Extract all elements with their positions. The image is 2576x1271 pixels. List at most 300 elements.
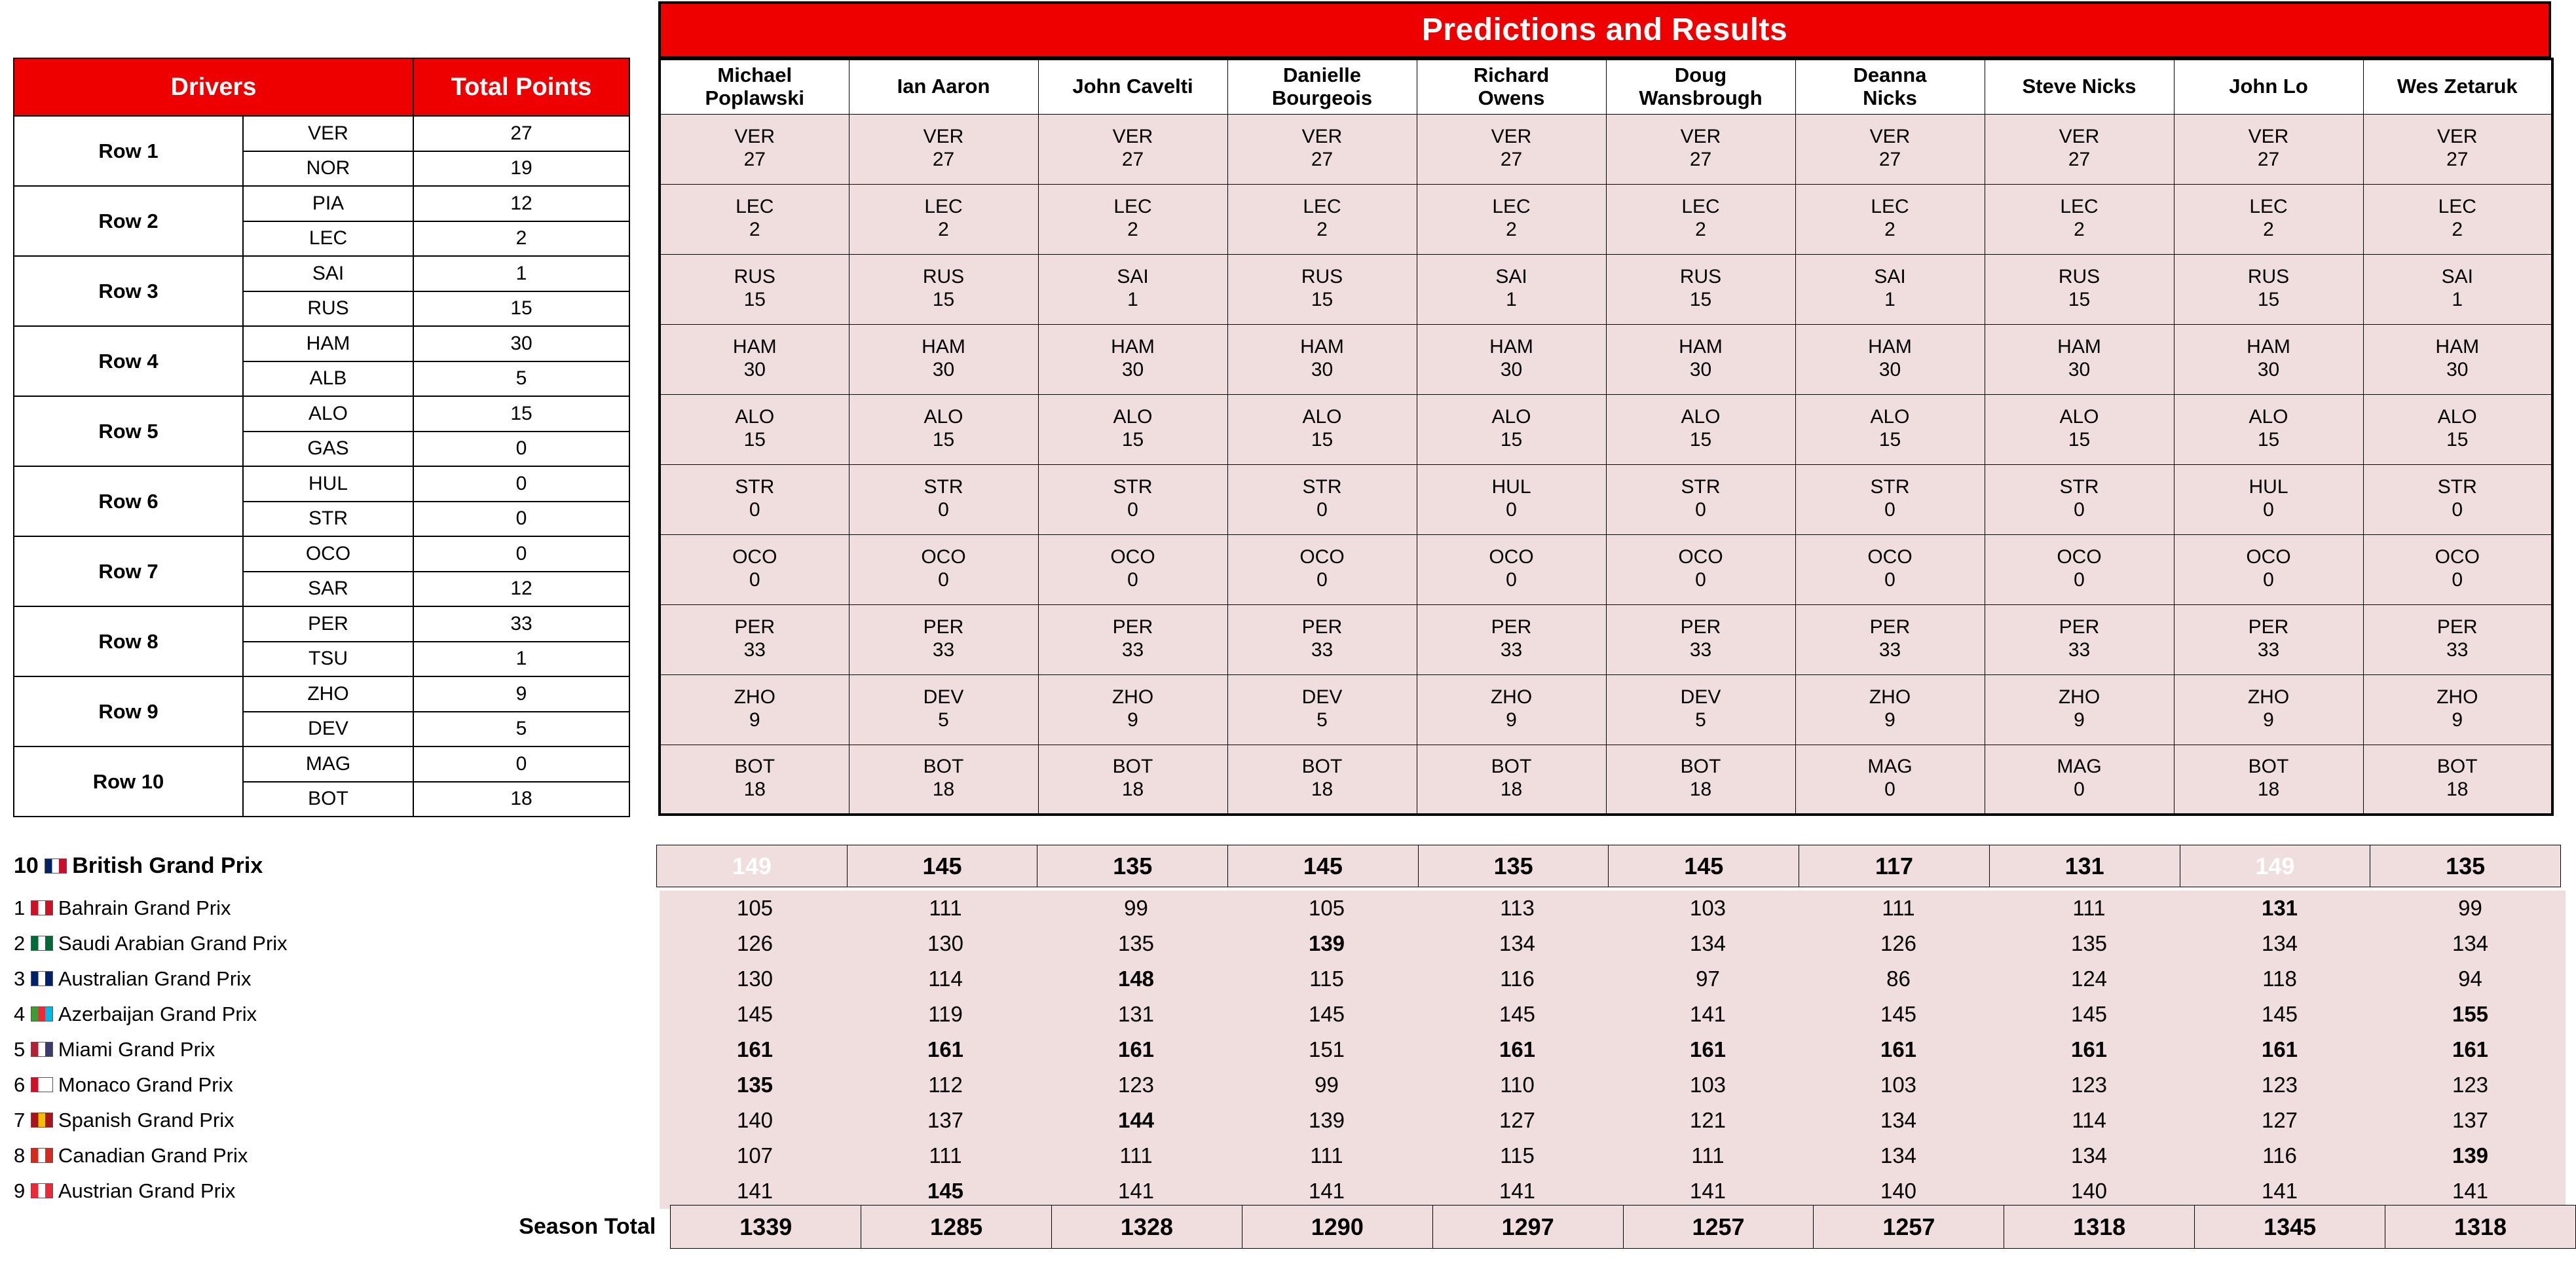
prediction-points: 15 (1878, 428, 1901, 451)
prediction-driver: OCO (2057, 546, 2102, 568)
past-race-score: 161 (1422, 1032, 1613, 1067)
prediction-driver: VER (1680, 126, 1721, 147)
prediction-cell (1227, 394, 1417, 464)
past-race-label (13, 961, 660, 997)
prediction-driver: LEC (736, 196, 774, 217)
race-name: British Grand Prix (72, 853, 263, 878)
prediction-points: 0 (2074, 778, 2085, 800)
prediction-driver: ALO (1113, 406, 1153, 428)
past-race-score: 137 (850, 1103, 1041, 1138)
prediction-points: 15 (2068, 288, 2091, 310)
past-race-score: 112 (850, 1067, 1041, 1103)
prediction-cell (1038, 674, 1227, 745)
prediction-cell (2363, 254, 2552, 324)
prediction-points: 15 (1311, 428, 1334, 451)
flag-icon (31, 936, 53, 951)
prediction-cell (849, 745, 1038, 815)
player-name-line1: John Cavelti (1072, 75, 1193, 98)
prediction-driver: BOT (1301, 756, 1343, 778)
season-total-value: 1318 (2004, 1206, 2195, 1249)
prediction-points: 15 (1311, 288, 1334, 310)
prediction-row-8 (660, 604, 2552, 674)
past-race-score: 130 (660, 961, 850, 997)
prediction-driver: PER (1112, 616, 1153, 638)
past-race-score: 141 (1422, 1173, 1613, 1209)
prediction-points: 18 (2446, 778, 2469, 800)
prediction-points: 0 (2452, 498, 2463, 521)
past-race-score: 97 (1613, 961, 1803, 997)
past-race-score: 134 (2375, 926, 2566, 961)
prediction-driver: OCO (1110, 546, 1155, 568)
prediction-cell (1795, 534, 1985, 604)
prediction-points: 30 (932, 358, 955, 380)
prediction-cell (2174, 394, 2363, 464)
prediction-driver: ZHO (1490, 686, 1533, 708)
past-race-score: 124 (1994, 961, 2184, 997)
prediction-driver: BOT (2436, 756, 2478, 778)
past-race-score: 118 (2184, 961, 2375, 997)
past-race-score: 141 (1041, 1173, 1231, 1209)
player-name-line2: Bourgeois (1271, 86, 1373, 109)
prediction-driver: ZHO (734, 686, 775, 708)
prediction-cell (849, 674, 1038, 745)
prediction-cell (2363, 184, 2552, 254)
past-race-score: 145 (1422, 997, 1613, 1032)
prediction-driver: ALO (2437, 406, 2477, 428)
past-race-score: 141 (1613, 1173, 1803, 1209)
prediction-cell (1417, 324, 1606, 394)
prediction-cell (1985, 674, 2174, 745)
past-race-score: 151 (1231, 1032, 1422, 1067)
prediction-points: 15 (1689, 288, 1712, 310)
past-race-score: 161 (2375, 1032, 2566, 1067)
race-name: Australian Grand Prix (58, 967, 252, 990)
prediction-points: 33 (1500, 638, 1523, 661)
past-race-score: 161 (1994, 1032, 2184, 1067)
prediction-cell (660, 534, 849, 604)
driver-row (14, 676, 629, 712)
driver-code: ALB (243, 361, 413, 397)
prediction-cell (1038, 534, 1227, 604)
past-race-label (13, 1032, 660, 1067)
prediction-row-5 (660, 394, 2552, 464)
prediction-driver: DEV (1680, 686, 1721, 708)
prediction-points: 15 (1121, 428, 1144, 451)
prediction-driver: RUS (734, 266, 775, 287)
driver-code: LEC (243, 221, 413, 257)
player-name-line2: Poplawski (705, 86, 805, 109)
prediction-points: 15 (2068, 428, 2091, 451)
season-total-value: 1318 (2385, 1206, 2576, 1249)
past-race-score: 121 (1613, 1103, 1803, 1138)
prediction-driver: LEC (2060, 196, 2099, 217)
player-name-line1: Doug (1674, 64, 1727, 87)
current-race-score: 145 (1609, 845, 1799, 887)
race-name: Monaco Grand Prix (58, 1073, 233, 1096)
past-race-score: 115 (1231, 961, 1422, 997)
prediction-cell (660, 184, 849, 254)
prediction-cell (1038, 114, 1227, 184)
prediction-driver: HAM (1111, 336, 1155, 358)
prediction-driver: PER (1869, 616, 1911, 638)
prediction-cell (2174, 464, 2363, 534)
prediction-driver: BOT (923, 756, 964, 778)
past-race-score: 140 (1994, 1173, 2184, 1209)
prediction-driver: MAG (1867, 756, 1913, 778)
past-race-score: 111 (850, 1138, 1041, 1173)
prediction-driver: BOT (1680, 756, 1721, 778)
player-name-line2: Wansbrough (1639, 86, 1763, 109)
driver-points: 12 (413, 572, 629, 607)
prediction-driver: VER (734, 126, 775, 147)
driver-points: 27 (413, 116, 629, 151)
race-name: Azerbaijan Grand Prix (58, 1003, 257, 1025)
player-name-line1: Deanna (1853, 64, 1927, 87)
past-race-score: 99 (1041, 891, 1231, 926)
past-race-score: 141 (660, 1173, 850, 1209)
current-race-score: 149 (657, 845, 848, 887)
past-race-label (13, 1173, 660, 1209)
current-race-score: 135 (2370, 845, 2561, 887)
current-race-score: 145 (1228, 845, 1419, 887)
driver-points: 30 (413, 326, 629, 361)
row-label-6: Row 6 (14, 466, 243, 536)
season-total-label: Season Total (519, 1214, 656, 1239)
driver-code: SAR (243, 572, 413, 607)
race-number: 7 (14, 1109, 26, 1132)
past-race-score: 145 (2184, 997, 2375, 1032)
prediction-cell (660, 394, 849, 464)
past-race-score: 131 (1041, 997, 1231, 1032)
prediction-points: 18 (1311, 778, 1334, 800)
prediction-cell (1417, 534, 1606, 604)
prediction-driver: LEC (1871, 196, 1909, 217)
past-race-score: 155 (2375, 997, 2566, 1032)
prediction-driver: RUS (1301, 266, 1343, 287)
past-race-score: 86 (1803, 961, 1994, 997)
prediction-points: 9 (2263, 709, 2274, 731)
past-race-score: 145 (1803, 997, 1994, 1032)
driver-row (14, 256, 629, 291)
row-label-2: Row 2 (14, 186, 243, 256)
player-name-line1: Danielle (1283, 64, 1361, 87)
prediction-points: 9 (2452, 709, 2463, 731)
past-race-score: 140 (660, 1103, 850, 1138)
past-race-row-1 (13, 891, 2566, 926)
prediction-cell (1985, 394, 2174, 464)
prediction-points: 30 (1500, 358, 1523, 380)
current-race-table (13, 845, 2561, 887)
past-race-row-6 (13, 1067, 2566, 1103)
prediction-cell (849, 324, 1038, 394)
driver-code: GAS (243, 432, 413, 467)
prediction-cell (849, 534, 1038, 604)
driver-points: 18 (413, 782, 629, 817)
prediction-cell (1417, 184, 1606, 254)
driver-points: 0 (413, 432, 629, 467)
season-total-value: 1290 (1242, 1206, 1432, 1249)
prediction-row-10 (660, 745, 2552, 815)
prediction-cell (1795, 604, 1985, 674)
season-total-value: 1285 (861, 1206, 1052, 1249)
driver-row (14, 116, 629, 151)
past-race-label (13, 1103, 660, 1138)
driver-code: ALO (243, 396, 413, 432)
driver-points: 1 (413, 256, 629, 291)
driver-code: HAM (243, 326, 413, 361)
current-race-label (13, 845, 657, 887)
driver-code: SAI (243, 256, 413, 291)
prediction-driver: DEV (923, 686, 964, 708)
past-race-score: 161 (660, 1032, 850, 1067)
season-total-value: 1339 (671, 1206, 861, 1249)
driver-code: BOT (243, 782, 413, 817)
past-race-score: 123 (2375, 1067, 2566, 1103)
driver-points: 12 (413, 186, 629, 221)
prediction-row-4 (660, 324, 2552, 394)
driver-row (14, 186, 629, 221)
prediction-points: 18 (2257, 778, 2280, 800)
race-number: 8 (14, 1144, 26, 1167)
prediction-driver: LEC (1492, 196, 1531, 217)
prediction-driver: STR (2437, 476, 2477, 498)
driver-points: 15 (413, 291, 629, 327)
prediction-points: 9 (1506, 709, 1517, 731)
prediction-points: 2 (1506, 218, 1517, 240)
prediction-points: 15 (1500, 428, 1523, 451)
current-race-score: 145 (847, 845, 1037, 887)
prediction-driver: STR (1870, 476, 1910, 498)
prediction-cell (1038, 394, 1227, 464)
prediction-driver: ZHO (2058, 686, 2100, 708)
prediction-cell (1795, 254, 1985, 324)
prediction-points: 0 (1695, 568, 1706, 591)
prediction-points: 1 (1884, 288, 1895, 310)
prediction-cell (660, 114, 849, 184)
past-race-score: 130 (850, 926, 1041, 961)
prediction-points: 0 (2074, 498, 2085, 521)
prediction-points: 30 (2068, 358, 2091, 380)
flag-icon (31, 971, 53, 986)
past-race-score: 103 (1613, 891, 1803, 926)
prediction-points: 0 (1884, 568, 1895, 591)
player-header-9 (2174, 59, 2363, 114)
prediction-points: 0 (1316, 498, 1328, 521)
current-race-strip (13, 845, 2561, 887)
prediction-points: 2 (938, 218, 949, 240)
prediction-row-7 (660, 534, 2552, 604)
season-total-block (13, 1205, 2576, 1249)
driver-row (14, 326, 629, 361)
prediction-driver: LEC (1681, 196, 1720, 217)
player-header-7 (1795, 59, 1985, 114)
driver-points: 0 (413, 466, 629, 502)
driver-row (14, 606, 629, 642)
prediction-driver: BOT (734, 756, 775, 778)
prediction-driver: ALO (1302, 406, 1342, 428)
prediction-cell (1227, 254, 1417, 324)
past-race-score: 111 (1613, 1138, 1803, 1173)
past-race-row-9 (13, 1173, 2566, 1209)
prediction-driver: LEC (2249, 196, 2288, 217)
past-race-score: 145 (850, 1173, 1041, 1209)
driver-code: VER (243, 116, 413, 151)
prediction-cell (1606, 674, 1795, 745)
prediction-driver: VER (1491, 126, 1532, 147)
prediction-cell (1227, 184, 1417, 254)
prediction-cell (1227, 745, 1417, 815)
prediction-cell (1795, 745, 1985, 815)
prediction-driver: PER (1491, 616, 1532, 638)
prediction-points: 0 (938, 498, 949, 521)
prediction-cell (1417, 464, 1606, 534)
player-header-10 (2363, 59, 2552, 114)
past-race-score: 105 (660, 891, 850, 926)
prediction-cell (1417, 114, 1606, 184)
prediction-points: 0 (1127, 498, 1138, 521)
prediction-cell (1606, 254, 1795, 324)
past-race-score: 111 (1803, 891, 1994, 926)
past-race-score: 134 (1803, 1103, 1994, 1138)
season-total-value: 1345 (2195, 1206, 2385, 1249)
prediction-points: 2 (2263, 218, 2274, 240)
prediction-driver: ALO (1491, 406, 1531, 428)
race-number: 10 (14, 853, 39, 878)
past-race-score: 103 (1803, 1067, 1994, 1103)
prediction-driver: VER (2059, 126, 2100, 147)
prediction-points: 27 (1500, 148, 1523, 170)
prediction-driver: STR (1681, 476, 1721, 498)
prediction-driver: OCO (1489, 546, 1534, 568)
driver-row (14, 746, 629, 782)
prediction-points: 15 (1689, 428, 1712, 451)
prediction-driver: STR (1113, 476, 1153, 498)
flag-icon (31, 1006, 53, 1022)
prediction-driver: LEC (1113, 196, 1152, 217)
prediction-points: 0 (2263, 498, 2274, 521)
season-total-value: 1257 (1814, 1206, 2004, 1249)
prediction-driver: RUS (922, 266, 965, 287)
prediction-points: 9 (749, 709, 760, 731)
prediction-driver: STR (1302, 476, 1342, 498)
prediction-row-3 (660, 254, 2552, 324)
race-name: Canadian Grand Prix (58, 1144, 248, 1167)
prediction-points: 0 (1884, 778, 1895, 800)
prediction-cell (1985, 534, 2174, 604)
driver-points: 19 (413, 151, 629, 187)
player-name-line1: Michael (717, 64, 793, 87)
prediction-points: 27 (743, 148, 766, 170)
prediction-points: 1 (1506, 288, 1517, 310)
past-race-score: 107 (660, 1138, 850, 1173)
prediction-driver: VER (2248, 126, 2289, 147)
past-race-score: 145 (660, 997, 850, 1032)
player-header-4 (1227, 59, 1417, 114)
past-race-row-4 (13, 997, 2566, 1032)
prediction-points: 0 (2263, 568, 2274, 591)
flag-icon (31, 1148, 53, 1163)
row-label-5: Row 5 (14, 396, 243, 466)
driver-points: 33 (413, 606, 629, 642)
current-race-score: 149 (2180, 845, 2370, 887)
prediction-cell (1985, 324, 2174, 394)
past-race-score: 161 (1613, 1032, 1803, 1067)
past-race-label (13, 1138, 660, 1173)
past-race-score: 137 (2375, 1103, 2566, 1138)
driver-code: PER (243, 606, 413, 642)
prediction-points: 27 (2446, 148, 2469, 170)
prediction-points: 9 (2074, 709, 2085, 731)
past-race-row-2 (13, 926, 2566, 961)
race-number: 3 (14, 967, 26, 990)
prediction-points: 5 (938, 709, 949, 731)
prediction-points: 30 (1689, 358, 1712, 380)
past-race-score: 94 (2375, 961, 2566, 997)
prediction-points: 33 (2068, 638, 2091, 661)
season-total-value: 1257 (1623, 1206, 1814, 1249)
prediction-points: 0 (938, 568, 949, 591)
prediction-driver: RUS (2058, 266, 2100, 287)
prediction-driver: ALO (735, 406, 775, 428)
prediction-cell (2174, 534, 2363, 604)
prediction-points: 30 (2446, 358, 2469, 380)
prediction-points: 15 (743, 428, 766, 451)
prediction-points: 0 (1506, 498, 1517, 521)
prediction-driver: STR (924, 476, 963, 498)
prediction-driver: STR (735, 476, 775, 498)
prediction-points: 18 (1689, 778, 1712, 800)
driver-points: 0 (413, 536, 629, 572)
past-race-score: 135 (1041, 926, 1231, 961)
prediction-points: 2 (1127, 218, 1138, 240)
past-race-score: 126 (660, 926, 850, 961)
prediction-driver: SAI (1117, 266, 1149, 287)
prediction-points: 27 (1689, 148, 1712, 170)
season-total-value: 1297 (1432, 1206, 1623, 1249)
race-number: 2 (14, 932, 26, 955)
prediction-points: 0 (1695, 498, 1706, 521)
prediction-driver: ZHO (1111, 686, 1154, 708)
past-race-score: 114 (1994, 1103, 2184, 1138)
prediction-points: 15 (743, 288, 766, 310)
driver-code: ZHO (243, 676, 413, 712)
prediction-driver: BOT (1491, 756, 1532, 778)
past-race-score: 111 (1041, 1138, 1231, 1173)
driver-points: 0 (413, 502, 629, 537)
prediction-driver: LEC (2438, 196, 2476, 217)
player-name-line2: Nicks (1863, 86, 1917, 109)
row-label-7: Row 7 (14, 536, 243, 606)
prediction-cell (2363, 114, 2552, 184)
driver-code: STR (243, 502, 413, 537)
past-race-score: 139 (1231, 1103, 1422, 1138)
past-race-score: 161 (1803, 1032, 1994, 1067)
past-race-score: 123 (1994, 1067, 2184, 1103)
prediction-cell (1227, 114, 1417, 184)
prediction-points: 0 (749, 568, 760, 591)
past-race-score: 161 (2184, 1032, 2375, 1067)
past-race-score: 113 (1422, 891, 1613, 926)
flag-icon (31, 1113, 53, 1128)
past-race-score: 134 (1613, 926, 1803, 961)
prediction-points: 1 (2452, 288, 2463, 310)
past-race-score: 126 (1803, 926, 1994, 961)
prediction-points: 0 (2452, 568, 2463, 591)
prediction-driver: VER (1301, 126, 1343, 147)
prediction-points: 2 (1884, 218, 1895, 240)
prediction-driver: RUS (1679, 266, 1722, 287)
prediction-cell (2363, 604, 2552, 674)
